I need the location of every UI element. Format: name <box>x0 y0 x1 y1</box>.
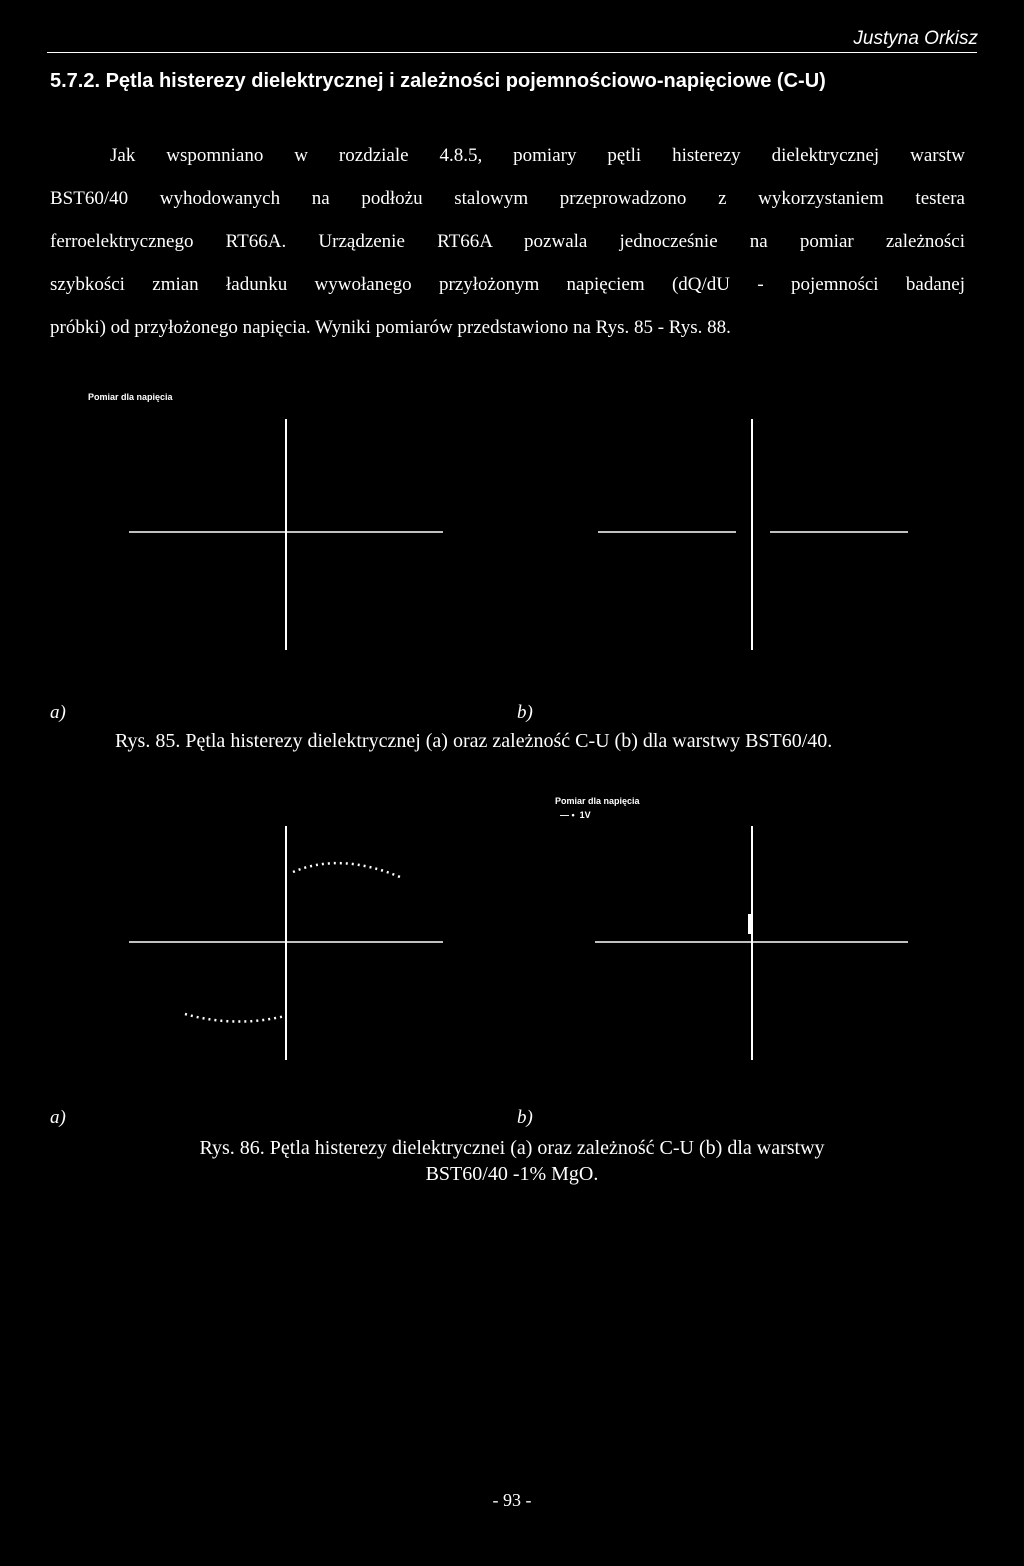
paragraph-line-2: BST60/40 wyhodowanych na podłożu stalowym przeprowadzono z wykorzystaniem testera <box>50 188 965 209</box>
paragraph-line-4: szybkości zmian ładunku wywołanego przyłożonym napięciem (dQ/dU - pojemności badanej <box>50 274 965 295</box>
fig86-caption-line2: BST60/40 -1% MgO. <box>425 1163 599 1185</box>
header-author: Justyna Orkisz <box>853 28 978 49</box>
fig86-legend-marker: — • <box>560 810 580 820</box>
fig86-label-b: b) <box>517 1107 533 1128</box>
body-paragraph <box>50 145 965 345</box>
paragraph-line-3: ferroelektrycznego RT66A. Urządzenie RT66A pozwala jednocześnie na pomiar zależności <box>50 231 965 252</box>
fig86-caption-line1: Rys. 86. Pętla histerezy dielektrycznei (a) oraz zależność C-U (b) dla warstwy <box>199 1137 825 1159</box>
paragraph-line-5: próbki) od przyłożonego napięcia. Wyniki pomiarów przedstawiono na Rys. 85 - Rys. 88. <box>50 317 731 338</box>
fig86a-upper-branch <box>293 863 400 877</box>
fig85-plot-a <box>125 415 450 655</box>
fig85-plot-b <box>590 415 915 655</box>
fig86-legend-text: 1V <box>579 810 591 820</box>
fig86a-lower-branch <box>185 1014 285 1022</box>
paragraph-line-1: Jak wspomniano w rozdziale 4.8.5, pomiary pętli histerezy dielektrycznej warstw <box>110 145 965 166</box>
section-title: 5.7.2. Pętla histerezy dielektrycznej i zależności pojemnościowo-napięciowe (C-U) <box>50 70 826 92</box>
fig85-top-label: Pomiar dla napięcia <box>88 392 173 402</box>
fig85-caption: Rys. 85. Pętla histerezy dielektrycznej (a) oraz zależność C-U (b) dla warstwy BST60/40. <box>115 730 833 752</box>
fig85-label-a: a) <box>50 702 66 723</box>
fig85-label-b: b) <box>517 702 533 723</box>
page-number: - 93 - <box>492 1490 532 1510</box>
header-rule <box>47 52 977 53</box>
fig86-plot-a <box>125 822 450 1067</box>
fig86-plot-b <box>590 822 915 1067</box>
fig86-top-label: Pomiar dla napięcia <box>555 796 640 806</box>
fig86-legend <box>560 810 591 820</box>
fig86-label-a: a) <box>50 1107 66 1128</box>
